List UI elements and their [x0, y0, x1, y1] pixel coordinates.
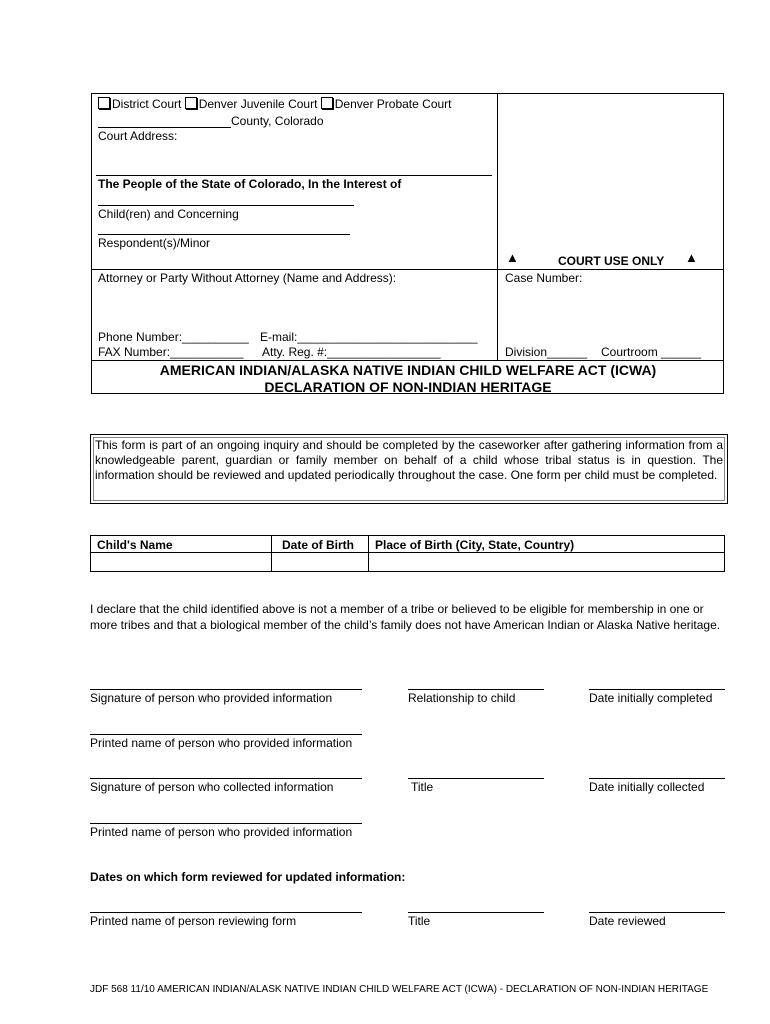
attorney-label: Attorney or Party Without Attorney (Name and Address):	[98, 271, 397, 285]
court-address-field[interactable]	[96, 175, 492, 176]
children-label: Child(ren) and Concerning	[98, 207, 239, 221]
child-name-header: Child's Name	[97, 538, 173, 552]
form-footer: JDF 568 11/10 AMERICAN INDIAN/ALASK NATIVE INDIAN CHILD WELFARE ACT (ICWA) - DECLARATION OF NON-INDIAN HERITAGE	[90, 984, 709, 995]
division-field[interactable]: Division______	[505, 345, 588, 359]
denver-juvenile-court-checkbox[interactable]: Denver Juvenile Court	[185, 97, 318, 111]
date-of-birth-header: Date of Birth	[282, 538, 354, 552]
dates-reviewed-heading: Dates on which form reviewed for updated information:	[90, 870, 406, 884]
caption-row-line-1	[92, 269, 724, 270]
checkbox-icon	[98, 97, 110, 109]
child-table-col-line	[271, 536, 272, 571]
court-options	[98, 97, 452, 111]
people-label: The People of the State of Colorado, In the Interest of	[98, 177, 402, 191]
up-triangle-icon: ▲	[685, 250, 698, 265]
checkbox-icon	[185, 97, 197, 109]
date-completed-line[interactable]	[589, 689, 725, 690]
denver-probate-court-checkbox[interactable]: Denver Probate Court	[321, 97, 452, 111]
up-triangle-icon: ▲	[506, 250, 519, 265]
date-collected-line[interactable]	[589, 778, 725, 779]
instructions-notice: This form is part of an ongoing inquiry and should be completed by the caseworker after gathering information from a knowledgeable parent, guardian or family member on behalf of a child whose tribal status is in question. The information should be reviewed and updated periodically throughout the case. One form per child must be completed.	[90, 434, 728, 504]
email-field[interactable]: E-mail:___________________________	[260, 330, 478, 344]
printed-name-provided-label-1: Printed name of person who provided information	[90, 736, 353, 750]
title-line-1[interactable]	[408, 778, 544, 779]
date-completed-label: Date initially completed	[589, 691, 713, 705]
child-table-col-line	[368, 536, 369, 571]
printed-name-provided-line-2[interactable]	[90, 823, 362, 824]
caption-row-line-2	[92, 360, 724, 361]
printed-name-reviewing-line[interactable]	[90, 912, 362, 913]
date-reviewed-label: Date reviewed	[589, 914, 666, 928]
checkbox-icon	[321, 97, 333, 109]
court-address-label: Court Address:	[98, 129, 178, 143]
place-of-birth-header: Place of Birth (City, State, Country)	[375, 538, 575, 552]
form-title-line-2: DECLARATION OF NON-INDIAN HERITAGE	[264, 379, 552, 395]
caption-divider	[497, 94, 498, 360]
phone-number-field[interactable]: Phone Number:__________	[98, 330, 249, 344]
printed-name-provided-line-1[interactable]	[90, 734, 362, 735]
relationship-line[interactable]	[408, 689, 544, 690]
signature-provided-label: Signature of person who provided information	[90, 691, 333, 705]
printed-name-reviewing-label: Printed name of person reviewing form	[90, 914, 297, 928]
signature-collected-line[interactable]	[90, 778, 362, 779]
title-label-1: Title	[411, 780, 434, 794]
county-label: County, Colorado	[231, 114, 324, 128]
respondents-label: Respondent(s)/Minor	[98, 236, 211, 250]
date-reviewed-line[interactable]	[589, 912, 725, 913]
declaration-text: I declare that the child identified above is not a member of a tribe or believed to be eligible for membership in one or more tribes and that a biological member of the child’s family does not have American Indian or Alaska Native heritage.	[90, 602, 721, 632]
court-use-only: COURT USE ONLY	[558, 254, 665, 268]
respondent-name-field[interactable]	[98, 234, 350, 235]
title-line-2[interactable]	[408, 912, 544, 913]
child-name-cell[interactable]	[92, 553, 270, 570]
date-collected-label: Date initially collected	[589, 780, 705, 794]
case-number-label: Case Number:	[505, 271, 583, 285]
atty-reg-field[interactable]: Atty. Reg. #:_________________	[262, 345, 441, 359]
date-of-birth-cell[interactable]	[273, 553, 367, 570]
district-court-checkbox[interactable]: District Court	[98, 97, 181, 111]
relationship-label: Relationship to child	[408, 691, 516, 705]
printed-name-provided-label-2: Printed name of person who provided information	[90, 825, 353, 839]
title-label-2: Title	[408, 914, 431, 928]
place-of-birth-cell[interactable]	[370, 553, 723, 570]
signature-collected-label: Signature of person who collected information	[90, 780, 334, 794]
child-name-field[interactable]	[98, 205, 354, 206]
form-title-line-1: AMERICAN INDIAN/ALASKA NATIVE INDIAN CHILD WELFARE ACT (ICWA)	[159, 362, 657, 378]
fax-number-field[interactable]: FAX Number:___________	[98, 345, 244, 359]
county-field[interactable]	[98, 127, 231, 128]
signature-provided-line[interactable]	[90, 689, 362, 690]
courtroom-field[interactable]: Courtroom ______	[601, 345, 702, 359]
